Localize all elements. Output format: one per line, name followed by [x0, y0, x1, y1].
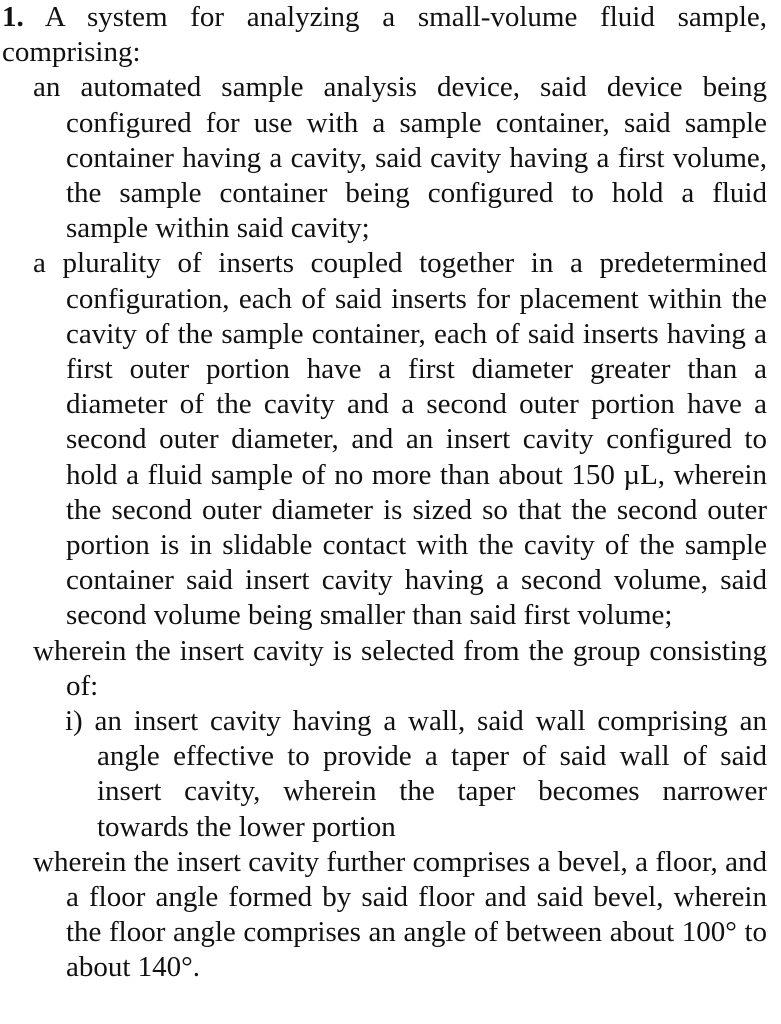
claim-subelement-i: i) an insert cavity having a wall, said wall comprising an angle effective to provide a taper of said wall of said insert cavity, wherein the taper becomes narrower towards the lower portion — [65, 705, 767, 843]
claim-element-bevel-floor: wherein the insert cavity further comprises a bevel, a floor, and a floor angle formed by said floor and said bevel, wherein the floor angle comprises an angle of between about 100° to about 140°. — [33, 845, 767, 984]
claim-element-device: an automated sample analysis device, said device being configured for use with a sample container, said sample container having a cavity, said cavity having a first volume, the sample container being configured to hold a fluid sample within said cavity; — [33, 71, 767, 245]
claim-element-wherein-group: wherein the insert cavity is selected from the group consisting of: — [33, 634, 767, 702]
claim-preamble-text: A system for analyzing a small-volume fluid sample, comprising: — [2, 1, 767, 69]
claim-element-inserts: a plurality of inserts coupled together in a predetermined configuration, each of said inserts for placement within the cavity of the sample container, each of said inserts having a first outer portion have a first diameter greater than a diameter of the cavity and a second outer portion have a second outer diameter, and an insert cavity configured to hold a fluid sample of no more than about 150 µL, wherein the second outer diameter is sized so that the second outer portion is in slidable contact with the cavity of the sample container said insert cavity having a second volume, said second volume being smaller than said first volume; — [33, 247, 767, 632]
claim-preamble — [0, 0, 781, 70]
claim-number: 1. — [2, 1, 24, 33]
